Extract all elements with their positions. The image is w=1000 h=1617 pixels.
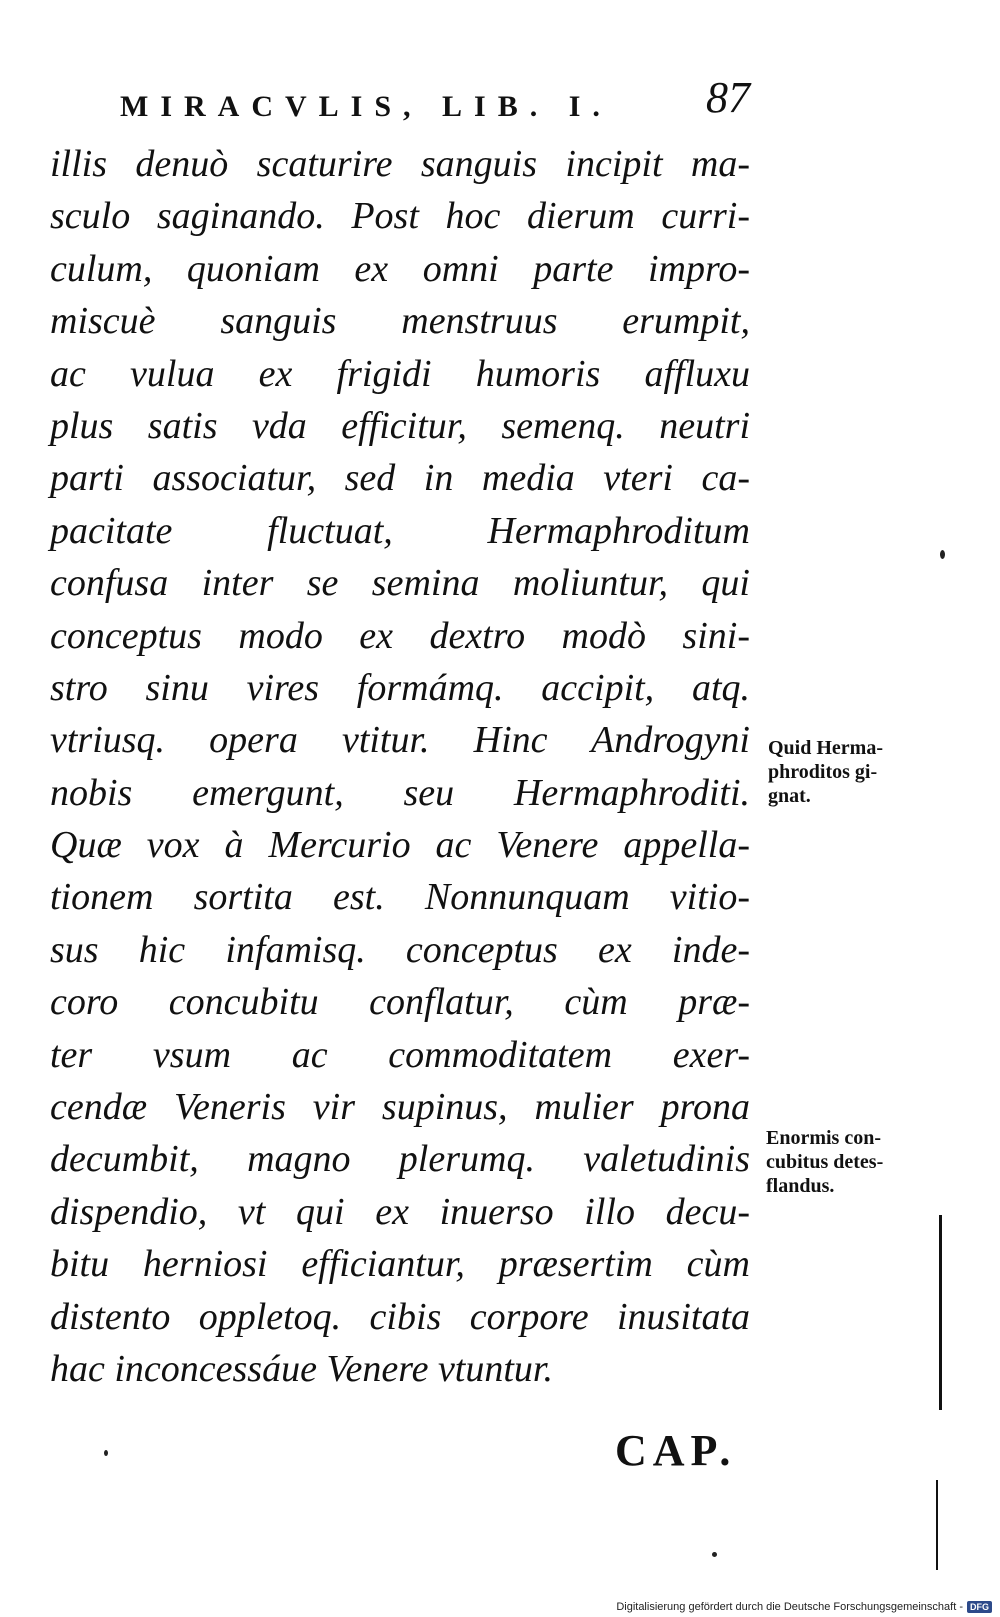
text-line: decumbit, magno plerumq. valetudinis bbox=[50, 1138, 750, 1181]
text-line: bitu herniosi efficiantur, præsertim cùm bbox=[50, 1243, 750, 1286]
text-line: cendæ Veneris vir supinus, mulier prona bbox=[50, 1086, 750, 1129]
text-line: hac inconcessáue Venere vtuntur. bbox=[50, 1347, 553, 1390]
scan-speck bbox=[104, 1450, 108, 1456]
margin-note-line: Quid Herma- bbox=[768, 737, 883, 759]
footer-credit: Digitalisierung gefördert durch die Deutsche Forschungsgemeinschaft - bbox=[616, 1601, 963, 1613]
text-line: pacitate fluctuat, Hermaphroditum bbox=[50, 509, 750, 552]
scan-edge-line bbox=[939, 1215, 942, 1410]
margin-note bbox=[768, 736, 883, 808]
body-text bbox=[50, 138, 750, 1395]
text-line: nobis emergunt, seu Hermaphroditi. bbox=[50, 771, 750, 814]
text-line: coro concubitu conflatur, cùm præ- bbox=[50, 981, 750, 1024]
text-line: tionem sortita est. Nonnunquam vitio- bbox=[50, 876, 750, 919]
margin-note-line: Enormis con- bbox=[766, 1127, 881, 1149]
text-line: miscuè sanguis menstruus erumpit, bbox=[50, 300, 750, 343]
margin-note-line: phroditos gi- bbox=[768, 761, 878, 783]
text-line: plus satis vda efficitur, semenq. neutri bbox=[50, 404, 750, 447]
text-line: dispendio, vt qui ex inuerso illo decu- bbox=[50, 1190, 750, 1233]
scan-speck bbox=[940, 550, 945, 559]
margin-note-line: cubitus detes- bbox=[766, 1151, 884, 1173]
text-line: ter vsum ac commoditatem exer- bbox=[50, 1033, 750, 1076]
scan-speck bbox=[712, 1552, 717, 1557]
catchword: CAP. bbox=[615, 1426, 737, 1475]
text-line: sculo saginando. Post hoc dierum curri- bbox=[50, 195, 750, 238]
running-head: MIRACVLIS, LIB. I. bbox=[120, 90, 612, 123]
margin-note-line: flandus. bbox=[766, 1175, 835, 1197]
text-line: illis denuò scaturire sanguis incipit ma- bbox=[50, 143, 750, 185]
text-line: vtriusq. opera vtitur. Hinc Androgyni bbox=[50, 719, 750, 762]
digitization-footer bbox=[616, 1601, 992, 1613]
text-line: ac vulua ex frigidi humoris affluxu bbox=[50, 352, 750, 395]
page-header bbox=[120, 72, 760, 132]
text-line: sus hic infamisq. conceptus ex inde- bbox=[50, 928, 750, 971]
text-line: conceptus modo ex dextro modò sini- bbox=[50, 614, 750, 657]
text-line: distento oppletoq. cibis corpore inusitata bbox=[50, 1295, 750, 1338]
page-number: 87 bbox=[706, 73, 750, 122]
text-line: parti associatur, sed in media vteri ca- bbox=[50, 457, 750, 500]
text-line: confusa inter se semina moliuntur, qui bbox=[50, 562, 750, 605]
margin-note bbox=[766, 1126, 883, 1198]
text-line: stro sinu vires formámq. accipit, atq. bbox=[50, 666, 750, 709]
dfg-logo: DFG bbox=[967, 1601, 992, 1613]
text-line: culum, quoniam ex omni parte impro- bbox=[50, 247, 750, 290]
text-line: Quæ vox à Mercurio ac Venere appella- bbox=[50, 824, 750, 867]
margin-note-line: gnat. bbox=[768, 785, 811, 807]
scan-edge-line bbox=[936, 1480, 938, 1570]
